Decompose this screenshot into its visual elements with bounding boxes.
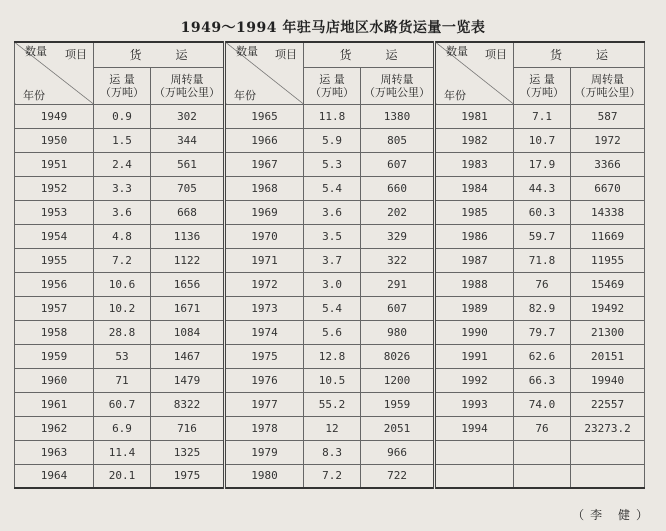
turnover-cell: 705 [151,176,225,200]
volume-cell: 76 [514,416,571,440]
turnover-cell: 587 [571,104,645,128]
year-cell: 1977 [225,392,304,416]
year-cell: 1976 [225,368,304,392]
diag-left-label: 数量 [446,45,469,58]
turnover-cell: 722 [361,464,435,488]
turnover-cell: 322 [361,248,435,272]
year-cell: 1989 [435,296,514,320]
volume-cell: 7.1 [514,104,571,128]
volume-cell [514,440,571,464]
year-cell: 1984 [435,176,514,200]
table-row [15,224,645,248]
year-cell [435,440,514,464]
year-cell: 1965 [225,104,304,128]
volume-cell: 76 [514,272,571,296]
turnover-cell [571,464,645,488]
year-cell: 1979 [225,440,304,464]
year-cell: 1967 [225,152,304,176]
diag-top-label: 项目 [275,48,298,61]
turnover-cell: 291 [361,272,435,296]
year-cell: 1975 [225,344,304,368]
header-row-2 [15,67,645,104]
freight-table [14,41,645,489]
volume-cell: 59.7 [514,224,571,248]
turnover-cell: 2051 [361,416,435,440]
diag-bottom-label: 年份 [234,88,257,102]
turnover-col-header: 周转量 （万吨公里） [151,67,225,104]
volume-cell: 55.2 [304,392,361,416]
turnover-cell: 1136 [151,224,225,248]
volume-cell: 3.6 [94,200,151,224]
volume-cell [514,464,571,488]
turnover-cell: 805 [361,128,435,152]
turnover-cell: 668 [151,200,225,224]
turnover-cell: 660 [361,176,435,200]
diag-header-cell [435,42,514,104]
volume-cell: 10.2 [94,296,151,320]
diag-header-cell [225,42,304,104]
turnover-cell: 1959 [361,392,435,416]
year-cell: 1950 [15,128,94,152]
table-row [15,392,645,416]
year-cell: 1960 [15,368,94,392]
year-cell: 1981 [435,104,514,128]
volume-cell: 53 [94,344,151,368]
year-cell: 1985 [435,200,514,224]
table-row [15,248,645,272]
turnover-cell: 8026 [361,344,435,368]
volume-col-header: 运 量 （万吨） [514,67,571,104]
volume-cell: 0.9 [94,104,151,128]
volume-cell: 12.8 [304,344,361,368]
turnover-cell: 716 [151,416,225,440]
turnover-cell: 20151 [571,344,645,368]
group-header: 货运 [514,42,645,67]
turnover-cell: 11669 [571,224,645,248]
volume-cell: 10.7 [514,128,571,152]
turnover-cell: 22557 [571,392,645,416]
turnover-cell: 1122 [151,248,225,272]
diag-bottom-label: 年份 [444,88,467,102]
diag-left-label: 数量 [25,45,47,58]
table-row [15,464,645,488]
turnover-col-header: 周转量 （万吨公里） [571,67,645,104]
turnover-cell: 344 [151,128,225,152]
year-cell: 1964 [15,464,94,488]
year-cell [435,464,514,488]
volume-cell: 10.6 [94,272,151,296]
year-cell: 1951 [15,152,94,176]
volume-cell: 79.7 [514,320,571,344]
volume-cell: 3.5 [304,224,361,248]
turnover-cell: 19940 [571,368,645,392]
table-body [15,104,645,488]
year-cell: 1955 [15,248,94,272]
turnover-cell: 202 [361,200,435,224]
turnover-col-header: 周转量 （万吨公里） [361,67,435,104]
volume-cell: 74.0 [514,392,571,416]
year-cell: 1990 [435,320,514,344]
group-header: 货运 [304,42,435,67]
volume-cell: 82.9 [514,296,571,320]
year-cell: 1974 [225,320,304,344]
year-cell: 1978 [225,416,304,440]
turnover-cell: 1975 [151,464,225,488]
table-row [15,272,645,296]
volume-cell: 60.3 [514,200,571,224]
volume-cell: 17.9 [514,152,571,176]
year-cell: 1954 [15,224,94,248]
volume-cell: 5.3 [304,152,361,176]
turnover-cell: 21300 [571,320,645,344]
year-cell: 1968 [225,176,304,200]
turnover-cell: 966 [361,440,435,464]
year-cell: 1963 [15,440,94,464]
turnover-cell: 607 [361,296,435,320]
volume-cell: 1.5 [94,128,151,152]
year-cell: 1982 [435,128,514,152]
table-row [15,320,645,344]
volume-cell: 3.0 [304,272,361,296]
table-row [15,176,645,200]
volume-cell: 8.3 [304,440,361,464]
turnover-cell: 302 [151,104,225,128]
year-cell: 1992 [435,368,514,392]
volume-cell: 11.8 [304,104,361,128]
turnover-cell: 1380 [361,104,435,128]
year-cell: 1949 [15,104,94,128]
volume-cell: 4.8 [94,224,151,248]
volume-cell: 60.7 [94,392,151,416]
volume-cell: 3.6 [304,200,361,224]
volume-cell: 5.6 [304,320,361,344]
turnover-cell: 1671 [151,296,225,320]
header-row-1 [15,42,645,67]
page-title: 1949～1994 年驻马店地区水路货运量一览表 [180,20,486,36]
turnover-cell [571,440,645,464]
turnover-cell: 23273.2 [571,416,645,440]
turnover-cell: 561 [151,152,225,176]
turnover-cell: 3366 [571,152,645,176]
turnover-cell: 11955 [571,248,645,272]
turnover-cell: 1479 [151,368,225,392]
turnover-cell: 1972 [571,128,645,152]
year-cell: 1961 [15,392,94,416]
volume-cell: 10.5 [304,368,361,392]
volume-col-header: 运 量 （万吨） [304,67,361,104]
table-row [15,416,645,440]
turnover-cell: 8322 [151,392,225,416]
turnover-cell: 329 [361,224,435,248]
volume-cell: 11.4 [94,440,151,464]
turnover-cell: 1084 [151,320,225,344]
volume-cell: 12 [304,416,361,440]
turnover-cell: 607 [361,152,435,176]
volume-cell: 20.1 [94,464,151,488]
year-cell: 1986 [435,224,514,248]
diag-left-label: 数量 [236,45,259,58]
table-row [15,368,645,392]
table-row [15,296,645,320]
year-cell: 1959 [15,344,94,368]
table-row [15,152,645,176]
volume-cell: 7.2 [304,464,361,488]
author-credit: （李 健） [572,508,654,522]
diag-top-label: 项目 [485,48,508,61]
year-cell: 1958 [15,320,94,344]
year-cell: 1962 [15,416,94,440]
volume-cell: 5.4 [304,296,361,320]
volume-col-header: 运 量 （万吨） [94,67,151,104]
year-cell: 1957 [15,296,94,320]
table-row [15,440,645,464]
table-row [15,104,645,128]
volume-cell: 44.3 [514,176,571,200]
diag-bottom-label: 年份 [23,88,45,102]
year-cell: 1988 [435,272,514,296]
year-cell: 1971 [225,248,304,272]
volume-cell: 28.8 [94,320,151,344]
year-cell: 1994 [435,416,514,440]
volume-cell: 7.2 [94,248,151,272]
table-row [15,344,645,368]
year-cell: 1987 [435,248,514,272]
volume-cell: 3.7 [304,248,361,272]
year-cell: 1952 [15,176,94,200]
volume-cell: 71.8 [514,248,571,272]
group-header: 货运 [94,42,225,67]
volume-cell: 62.6 [514,344,571,368]
diag-header-cell [15,42,94,104]
year-cell: 1970 [225,224,304,248]
diag-top-label: 项目 [65,48,87,61]
turnover-cell: 15469 [571,272,645,296]
turnover-cell: 19492 [571,296,645,320]
turnover-cell: 1325 [151,440,225,464]
turnover-cell: 1656 [151,272,225,296]
year-cell: 1956 [15,272,94,296]
turnover-cell: 980 [361,320,435,344]
year-cell: 1980 [225,464,304,488]
year-cell: 1991 [435,344,514,368]
volume-cell: 2.4 [94,152,151,176]
year-cell: 1969 [225,200,304,224]
year-cell: 1972 [225,272,304,296]
volume-cell: 71 [94,368,151,392]
year-cell: 1966 [225,128,304,152]
table-row [15,128,645,152]
year-cell: 1953 [15,200,94,224]
volume-cell: 5.4 [304,176,361,200]
volume-cell: 3.3 [94,176,151,200]
year-cell: 1973 [225,296,304,320]
year-cell: 1983 [435,152,514,176]
turnover-cell: 14338 [571,200,645,224]
volume-cell: 5.9 [304,128,361,152]
turnover-cell: 6670 [571,176,645,200]
turnover-cell: 1200 [361,368,435,392]
volume-cell: 66.3 [514,368,571,392]
turnover-cell: 1467 [151,344,225,368]
year-cell: 1993 [435,392,514,416]
table-row [15,200,645,224]
volume-cell: 6.9 [94,416,151,440]
